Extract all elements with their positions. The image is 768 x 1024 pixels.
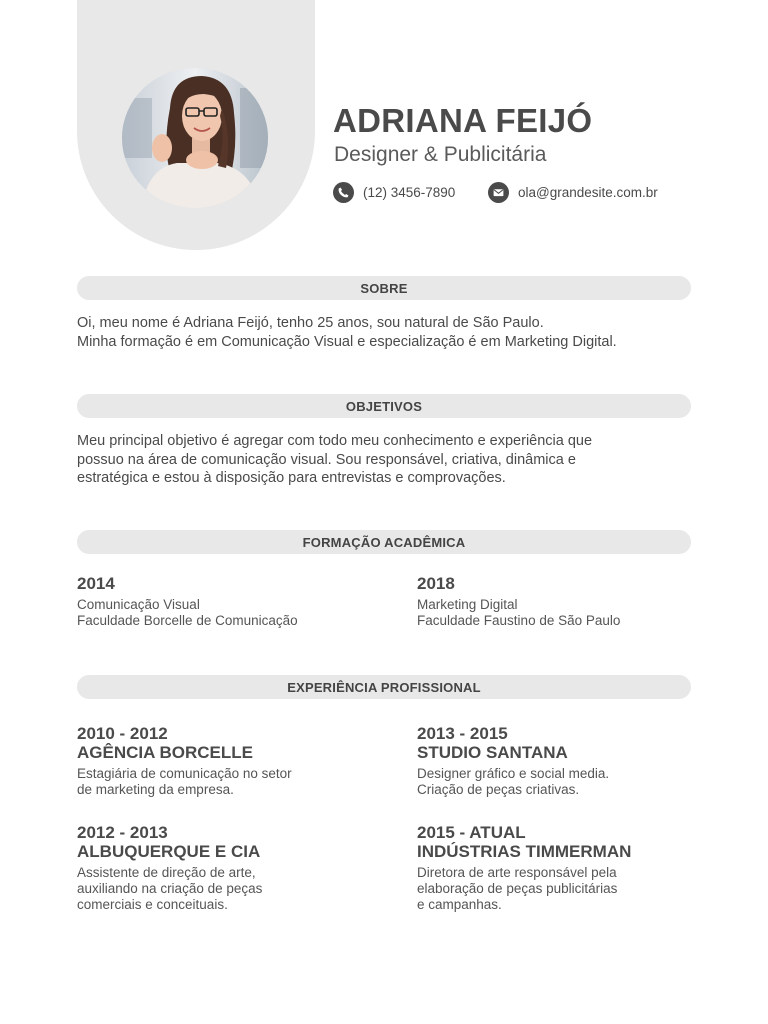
experience-line: Diretora de arte responsável pela bbox=[417, 865, 617, 880]
avatar-photo bbox=[122, 68, 268, 208]
experience-item bbox=[417, 724, 717, 798]
experience-description bbox=[77, 766, 377, 798]
education-year: 2018 bbox=[417, 574, 455, 593]
experience-period: 2012 - 2013 bbox=[77, 823, 168, 842]
person-role: Designer & Publicitária bbox=[334, 143, 547, 166]
education-year: 2014 bbox=[77, 574, 115, 593]
objectives-text bbox=[77, 432, 697, 488]
email-address: ola@grandesite.com.br bbox=[518, 184, 658, 200]
experience-company: STUDIO SANTANA bbox=[417, 743, 568, 762]
about-text bbox=[77, 314, 697, 351]
experience-period: 2015 - ATUAL bbox=[417, 823, 526, 842]
experience-description bbox=[417, 766, 717, 798]
experience-item bbox=[77, 724, 377, 798]
experience-period: 2010 - 2012 bbox=[77, 724, 168, 743]
experience-company: ALBUQUERQUE E CIA bbox=[77, 842, 261, 861]
experience-description bbox=[417, 865, 717, 913]
education-item bbox=[417, 574, 717, 629]
experience-line: comerciais e conceituais. bbox=[77, 897, 228, 912]
experience-line: de marketing da empresa. bbox=[77, 782, 234, 797]
experience-item bbox=[77, 823, 377, 913]
envelope-icon bbox=[488, 182, 509, 203]
education-item bbox=[77, 574, 377, 629]
contact-phone bbox=[333, 181, 455, 203]
about-line: Minha formação é em Comunicação Visual e especialização é em Marketing Digital. bbox=[77, 333, 617, 350]
experience-line: e campanhas. bbox=[417, 897, 502, 912]
experience-line: Assistente de direção de arte, bbox=[77, 865, 256, 880]
education-course: Comunicação Visual bbox=[77, 597, 200, 612]
experience-description bbox=[77, 865, 377, 913]
objectives-heading: OBJETIVOS bbox=[77, 394, 691, 418]
experience-line: auxiliando na criação de peças bbox=[77, 881, 263, 896]
objectives-line: Meu principal objetivo é agregar com todo meu conhecimento e experiência que bbox=[77, 433, 593, 449]
experience-line: Estagiária de comunicação no setor bbox=[77, 766, 292, 781]
experience-line: Criação de peças criativas. bbox=[417, 782, 580, 797]
education-heading: FORMAÇÃO ACADÊMICA bbox=[77, 530, 691, 554]
education-course: Marketing Digital bbox=[417, 597, 518, 612]
education-school: Faculdade Borcelle de Comunicação bbox=[77, 613, 298, 628]
education-school: Faculdade Faustino de São Paulo bbox=[417, 613, 621, 628]
experience-period: 2013 - 2015 bbox=[417, 724, 508, 743]
about-line: Oi, meu nome é Adriana Feijó, tenho 25 anos, sou natural de São Paulo. bbox=[77, 315, 544, 331]
experience-line: Designer gráfico e social media. bbox=[417, 766, 610, 781]
experience-company: AGÊNCIA BORCELLE bbox=[77, 743, 253, 762]
phone-number: (12) 3456-7890 bbox=[363, 184, 456, 200]
contact-email bbox=[488, 181, 658, 203]
experience-heading: EXPERIÊNCIA PROFISSIONAL bbox=[77, 675, 691, 699]
experience-company: INDÚSTRIAS TIMMERMAN bbox=[417, 842, 632, 861]
person-name: ADRIANA FEIJÓ bbox=[333, 102, 593, 139]
about-heading: SOBRE bbox=[77, 276, 691, 300]
experience-item bbox=[417, 823, 717, 913]
objectives-line: estratégica e estou à disposição para entrevistas e comprovações. bbox=[77, 470, 506, 486]
experience-line: elaboração de peças publicitárias bbox=[417, 881, 618, 896]
phone-icon bbox=[333, 182, 354, 203]
avatar bbox=[122, 68, 268, 208]
objectives-line: possuo na área de comunicação visual. Sou responsável, criativa, dinâmica e bbox=[77, 451, 576, 468]
